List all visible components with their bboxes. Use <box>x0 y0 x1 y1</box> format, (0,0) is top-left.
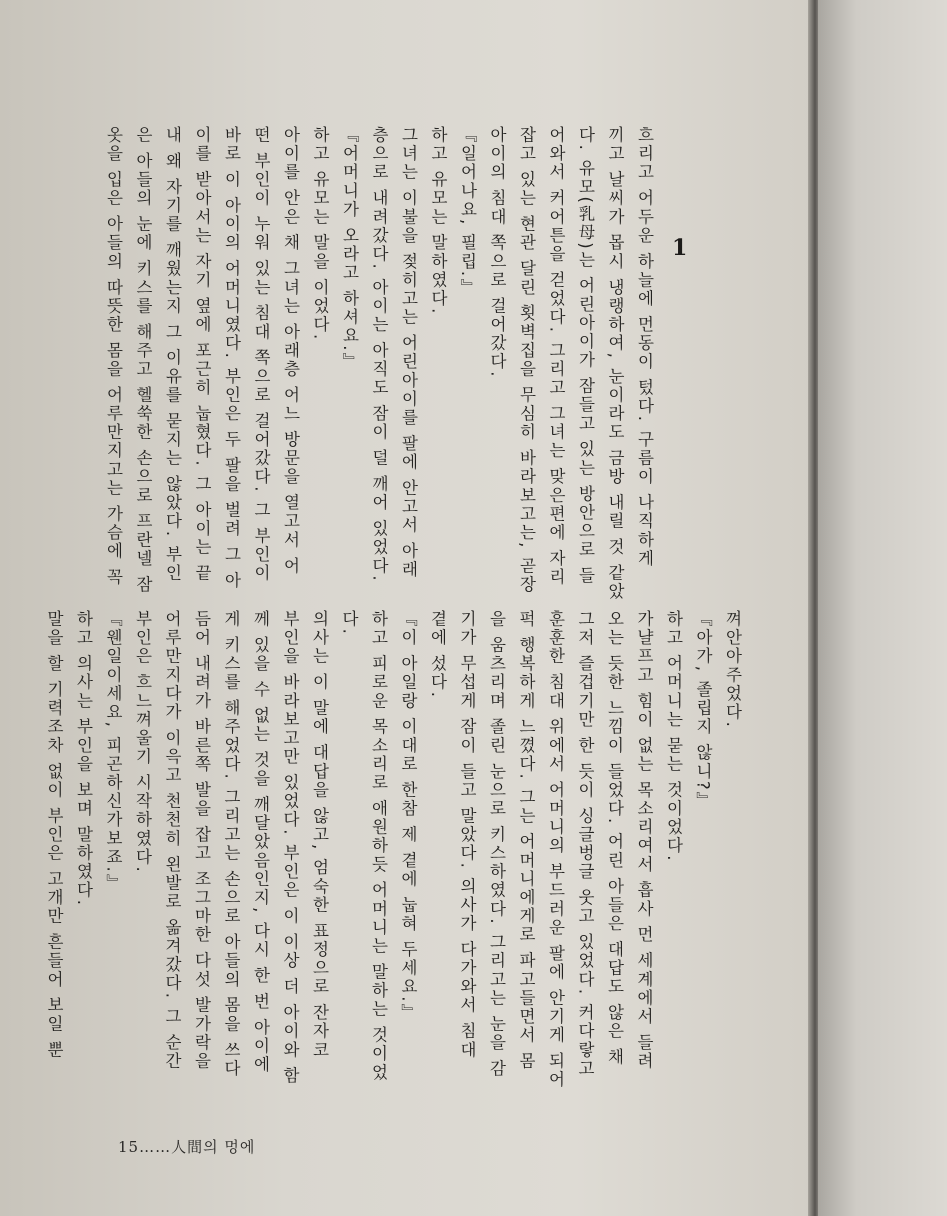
lower-text-block <box>44 610 747 1115</box>
text-column: 아이를 안은 채 그녀는 아래층 어느 방문을 열고서 어 <box>281 126 300 576</box>
text-column: 떤 부인이 누워 있는 침대 쪽으로 걸어갔다. 그 부인이 <box>251 126 271 583</box>
page-footer: 15……人間의 멍에 <box>118 1138 256 1156</box>
text-column: 다. 유모(乳母)는 어린아이가 잠들고 있는 방안으로 들 <box>576 126 595 586</box>
text-column: 을 움츠리며 졸린 눈으로 키스하였다. 그리고는 눈을 감 <box>487 610 506 1078</box>
text-column: 『웬일이세요, 피곤하신가보죠.』 <box>103 610 123 893</box>
text-column: 하고 유모는 말하였다. <box>428 126 448 316</box>
text-column: 『일어나요, 필립.』 <box>458 126 477 297</box>
text-column: 이를 받아서는 자기 옆에 포근히 눕혔다. 그 아이는 끝 <box>192 126 212 583</box>
text-column: 의사는 이 말에 대답을 않고, 엄숙한 표정으로 잔자코 <box>310 610 329 1060</box>
text-column: 어루만지다가 이윽고 천천히 왼발로 옮겨갔다. 그 순간 <box>162 610 182 1071</box>
text-column: 하고 어머니는 묻는 것이었다. <box>664 610 683 863</box>
text-column: 께 있을 수 없는 것을 깨달았음인지, 다시 한 번 아이에 <box>251 610 270 1075</box>
text-column: 잡고 있는 현관 달린 횟벽집을 무심히 바라보고는, 곧장 <box>517 126 536 594</box>
text-column: 『아가, 졸립지 않니?』 <box>693 610 713 811</box>
text-column: 퍽 행복하게 느꼈다. 그는 어머니에게로 파고들면서 몸 <box>516 610 536 1071</box>
text-column: 『이 아일랑 이대로 한참 제 곁에 눕혀 두세요.』 <box>398 610 418 1023</box>
text-column: 끼고 날씨가 몹시 냉랭하여, 눈이라도 금방 내릴 것 같았 <box>605 126 625 602</box>
text-column: 오는 듯한 느낌이 들었다. 어린 아들은 대답도 않은 채 <box>605 610 624 1067</box>
text-column: 그저 즐겁기만 한 듯이 싱글벙글 웃고 있었다. 커다랗고 <box>575 610 595 1078</box>
text-column: 곁에 섰다. <box>428 610 447 700</box>
text-column: 부인을 바라보고만 있었다. 부인은 이 이상 더 아이와 함 <box>280 610 300 1086</box>
text-column: 하고 의사는 부인을 보며 말하였다. <box>74 610 93 908</box>
text-column: 다. <box>339 610 359 636</box>
text-column: 흐리고 어두운 하늘에 먼동이 텄다. 구름이 나직하게 <box>635 126 654 569</box>
text-column: 옷을 입은 아들의 따뜻한 몸을 어루만지고는 가슴에 꼭 <box>104 126 123 587</box>
text-column: 바로 이 아이의 어머니였다. 부인은 두 팔을 벌려 그 아 <box>222 126 241 591</box>
adjacent-page-edge <box>818 0 947 1216</box>
upper-text-block <box>57 126 659 600</box>
text-column: 기가 무섭게 잠이 들고 말았다. 의사가 다가와서 침대 <box>457 610 477 1060</box>
text-column: 하고 피로운 목소리로 애원하듯 어머니는 말하는 것이었 <box>369 610 388 1082</box>
chapter-number: 1 <box>672 235 688 261</box>
text-column: 부인은 흐느껴울기 시작하였다. <box>133 610 152 874</box>
text-column: 훈훈한 침대 위에서 어머니의 부드러운 팔에 안기게 되어 <box>546 610 565 1090</box>
text-column: 『어머니가 오라고 하셔요.』 <box>340 126 359 372</box>
text-column: 아이의 침대 쪽으로 걸어갔다. <box>487 126 507 379</box>
text-column: 은 아들의 눈에 키스를 해주고 헬쑥한 손으로 프란넬 잠 <box>133 126 153 594</box>
text-column: 껴안아주었다. <box>723 610 742 729</box>
text-column: 말을 할 기력조차 없이 부인은 고개만 흔들어 보일 뿐 <box>44 610 64 1060</box>
text-column: 듬어 내려가 바른쪽 발을 잡고 조그마한 다섯 발가락을 <box>192 610 211 1071</box>
text-column: 층으로 내려갔다. 아이는 아직도 잠이 덜 깨어 있었다. <box>369 126 389 583</box>
text-column: 내 왜 자기를 깨웠는지 그 이유를 묻지는 않았다. 부인 <box>163 126 182 583</box>
text-column: 하고 유모는 말을 이었다. <box>310 126 330 342</box>
text-column: 어와서 커어튼을 걷었다. 그리고 그녀는 맞은편에 자리 <box>546 126 566 587</box>
text-column: 그녀는 이불을 젖히고는 어린아이를 팔에 안고서 아래 <box>399 126 418 580</box>
text-column: 가냘프고 힘이 없는 목소리여서 흡사 먼 세계에서 들려 <box>634 610 654 1071</box>
text-column: 게 키스를 해주었다. 그리고는 손으로 아들의 몸을 쓰다 <box>221 610 241 1078</box>
